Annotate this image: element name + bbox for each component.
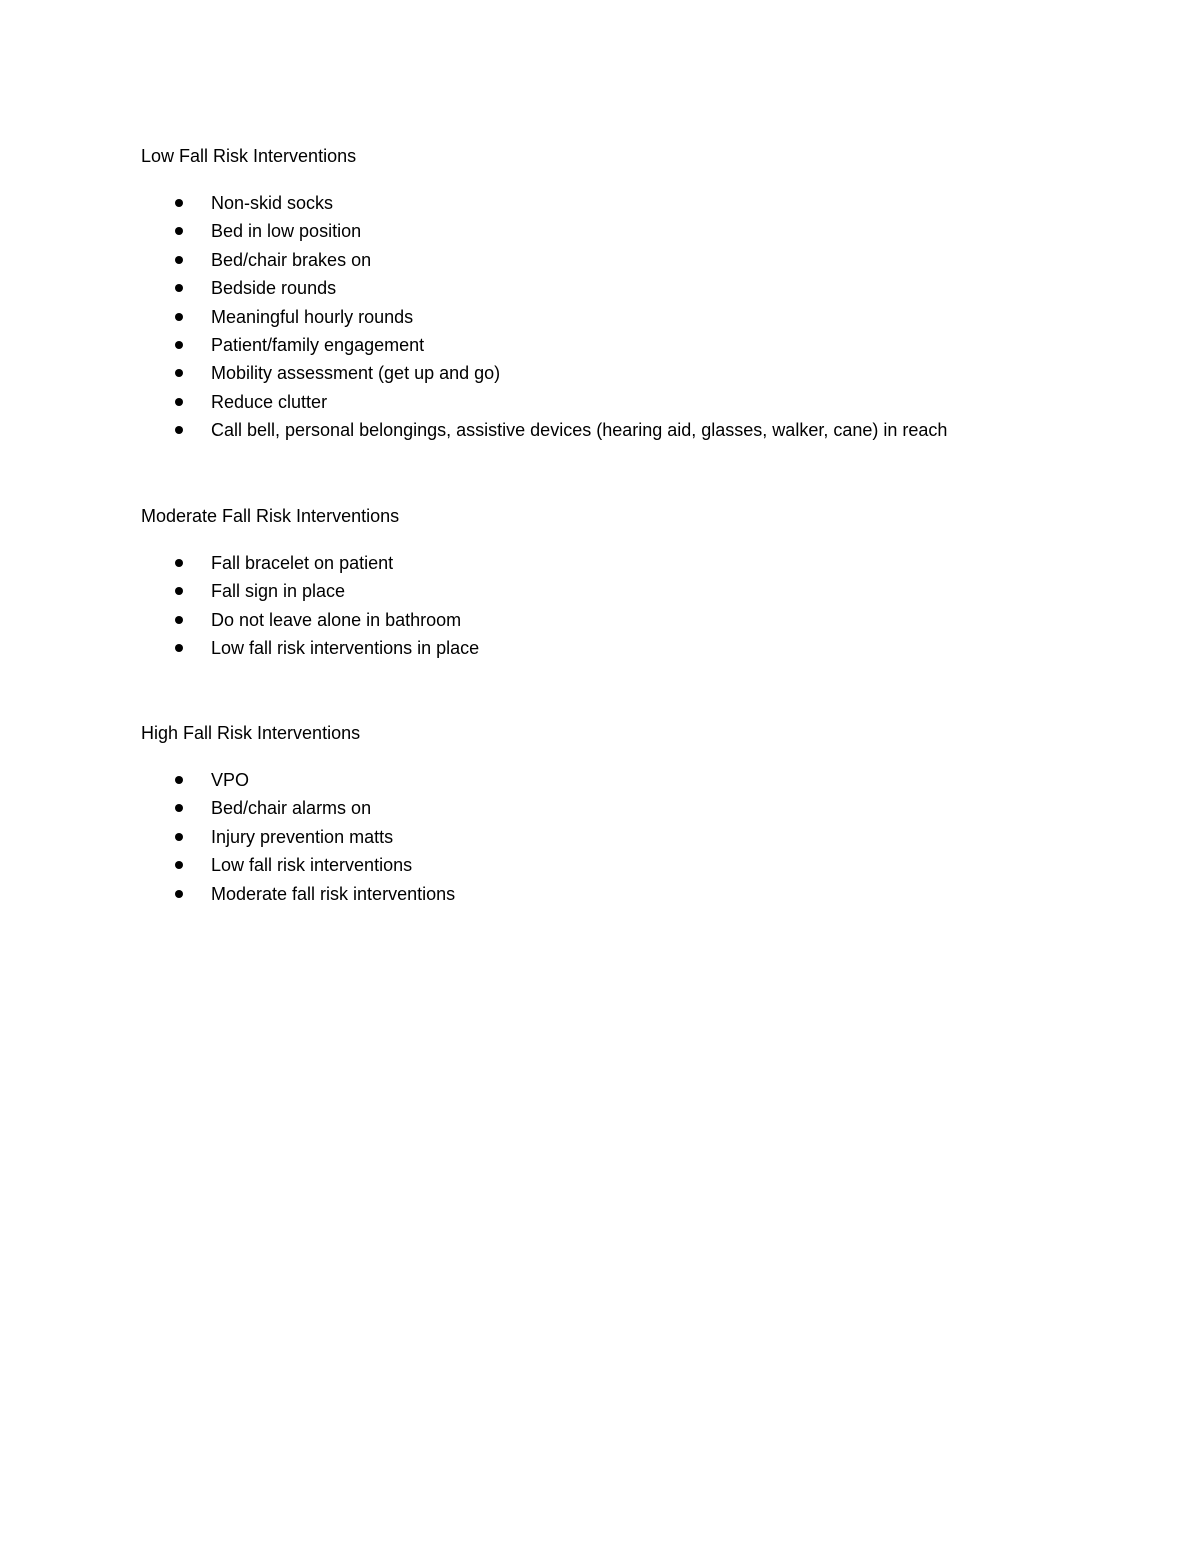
list-item bbox=[141, 189, 1121, 217]
bullet-icon bbox=[175, 256, 183, 264]
list-item bbox=[141, 274, 1121, 302]
list-item-text: Bed/chair alarms on bbox=[211, 798, 372, 819]
list-item-text: Fall bracelet on patient bbox=[211, 553, 394, 573]
bullet-icon bbox=[175, 199, 183, 207]
high-fall-risk-section bbox=[141, 722, 1121, 908]
list-item-text: Injury prevention matts bbox=[211, 826, 394, 847]
bullet-list bbox=[141, 549, 1121, 663]
bullet-icon bbox=[175, 227, 183, 235]
section-heading: High Fall Risk Interventions bbox=[141, 723, 361, 743]
list-item bbox=[141, 794, 1121, 822]
list-item bbox=[141, 880, 1121, 908]
list-item-text: Non-skid socks bbox=[211, 193, 334, 213]
list-item-text: Bed/chair brakes on bbox=[211, 249, 372, 270]
bullet-icon bbox=[175, 833, 183, 841]
bullet-icon bbox=[175, 313, 183, 321]
list-item-text: Bed in low position bbox=[211, 221, 362, 242]
bullet-icon bbox=[175, 426, 183, 434]
list-item bbox=[141, 359, 1121, 387]
moderate-fall-risk-section bbox=[141, 505, 1121, 663]
list-item bbox=[141, 823, 1121, 851]
section-heading: Moderate Fall Risk Interventions bbox=[141, 506, 400, 526]
list-item-text: Bedside rounds bbox=[211, 278, 337, 299]
bullet-icon bbox=[175, 804, 183, 812]
list-item bbox=[141, 606, 1121, 634]
bullet-list bbox=[141, 766, 1121, 908]
bullet-icon bbox=[175, 890, 183, 898]
bullet-icon bbox=[175, 587, 183, 595]
list-item-text: Mobility assessment (get up and go) bbox=[211, 363, 501, 384]
list-item bbox=[141, 217, 1121, 245]
bullet-icon bbox=[175, 398, 183, 406]
list-item bbox=[141, 303, 1121, 331]
list-item-text: Call bell, personal belongings, assistive devices (hearing aid, glasses, walker, cane) in reach bbox=[211, 420, 948, 441]
list-item-text: Moderate fall risk interventions bbox=[211, 883, 456, 904]
bullet-icon bbox=[175, 341, 183, 349]
bullet-icon bbox=[175, 616, 183, 624]
list-item bbox=[141, 388, 1121, 416]
bullet-icon bbox=[175, 644, 183, 652]
bullet-icon bbox=[175, 284, 183, 292]
list-item-text: Reduce clutter bbox=[211, 391, 328, 412]
list-item bbox=[141, 634, 1121, 662]
low-fall-risk-section bbox=[141, 145, 1121, 445]
list-item-text: Do not leave alone in bathroom bbox=[211, 609, 462, 630]
list-item bbox=[141, 577, 1121, 605]
bullet-icon bbox=[175, 559, 183, 567]
bullet-icon bbox=[175, 861, 183, 869]
section-heading: Low Fall Risk Interventions bbox=[141, 146, 357, 166]
bullet-icon bbox=[175, 369, 183, 377]
list-item-text: Low fall risk interventions in place bbox=[211, 638, 480, 659]
bullet-icon bbox=[175, 776, 183, 784]
list-item bbox=[141, 851, 1121, 879]
list-item bbox=[141, 766, 1121, 794]
list-item-text: Fall sign in place bbox=[211, 581, 346, 602]
bullet-list bbox=[141, 189, 1121, 445]
list-item-text: VPO bbox=[211, 770, 250, 790]
list-item-text: Patient/family engagement bbox=[211, 334, 425, 355]
list-item bbox=[141, 246, 1121, 274]
list-item bbox=[141, 331, 1121, 359]
list-item-text: Meaningful hourly rounds bbox=[211, 306, 414, 327]
list-item bbox=[141, 416, 1121, 444]
list-item-text: Low fall risk interventions bbox=[211, 855, 413, 876]
list-item bbox=[141, 549, 1121, 577]
